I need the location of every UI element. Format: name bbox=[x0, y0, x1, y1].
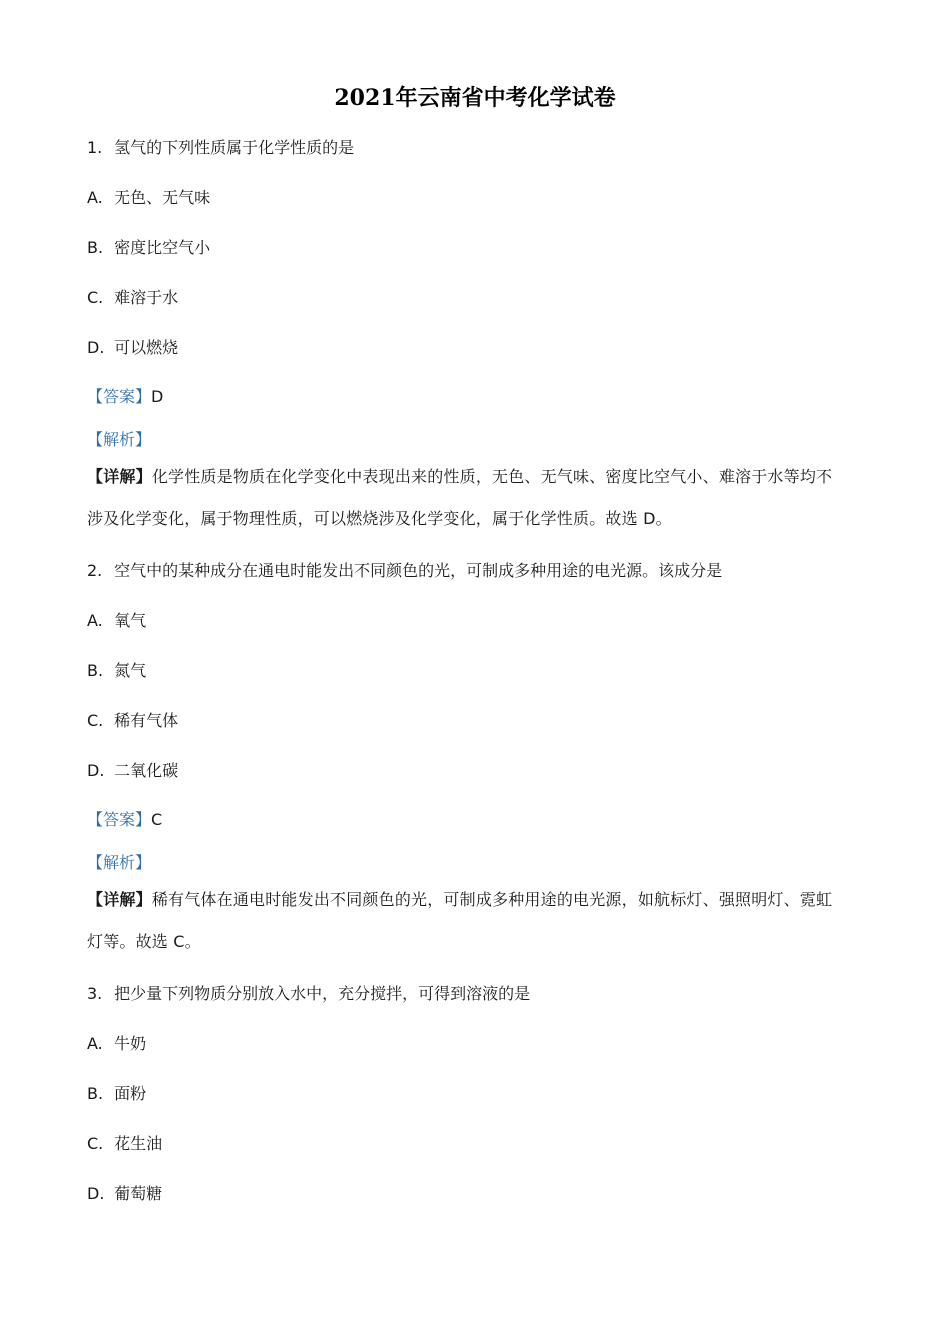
detail-paragraph bbox=[87, 456, 867, 540]
question-number: 3. bbox=[87, 984, 103, 1003]
detail-text-cont: 灯等。故选 C。 bbox=[87, 932, 201, 951]
option-letter: A. bbox=[87, 611, 103, 630]
answer-value: C bbox=[151, 810, 163, 829]
option-letter: A. bbox=[87, 1034, 103, 1053]
analysis-line bbox=[87, 428, 151, 452]
option-letter: B. bbox=[87, 661, 104, 680]
option-text: 氮气 bbox=[114, 661, 147, 680]
option-letter: A. bbox=[87, 188, 103, 207]
option-letter: B. bbox=[87, 1084, 104, 1103]
detail-label: 【详解】 bbox=[87, 890, 152, 909]
option-b bbox=[87, 1082, 146, 1106]
option-c bbox=[87, 1132, 162, 1156]
option-text: 密度比空气小 bbox=[114, 238, 211, 257]
question-text: 空气中的某种成分在通电时能发出不同颜色的光，可制成多种用途的电光源。该成分是 bbox=[114, 561, 723, 580]
option-letter: D. bbox=[87, 338, 105, 357]
option-c bbox=[87, 709, 178, 733]
analysis-label: 【解析】 bbox=[87, 430, 152, 449]
detail-text: 化学性质是物质在化学变化中表现出来的性质，无色、无气味、密度比空气小、难溶于水等均不 bbox=[151, 467, 833, 486]
option-letter: D. bbox=[87, 1184, 105, 1203]
answer-label: 【答案】 bbox=[87, 810, 152, 829]
question-text: 把少量下列物质分别放入水中，充分搅拌，可得到溶液的是 bbox=[114, 984, 531, 1003]
option-text: 氧气 bbox=[114, 611, 147, 630]
answer-line bbox=[87, 385, 163, 409]
answer-line bbox=[87, 808, 162, 832]
option-text: 无色、无气味 bbox=[114, 188, 211, 207]
question-number: 2. bbox=[87, 561, 103, 580]
detail-text-cont: 涉及化学变化，属于物理性质，可以燃烧涉及化学变化，属于化学性质。故选 D。 bbox=[87, 509, 672, 528]
question-1 bbox=[87, 136, 354, 160]
detail-paragraph bbox=[87, 879, 867, 963]
option-a bbox=[87, 186, 210, 210]
option-a bbox=[87, 609, 146, 633]
analysis-label: 【解析】 bbox=[87, 853, 152, 872]
option-text: 可以燃烧 bbox=[114, 338, 179, 357]
option-text: 牛奶 bbox=[114, 1034, 147, 1053]
option-text: 二氧化碳 bbox=[114, 761, 179, 780]
option-b bbox=[87, 236, 210, 260]
option-c bbox=[87, 286, 178, 310]
option-text: 葡萄糖 bbox=[114, 1184, 163, 1203]
option-text: 难溶于水 bbox=[114, 288, 179, 307]
analysis-line bbox=[87, 851, 151, 875]
question-number: 1. bbox=[87, 138, 103, 157]
question-text: 氢气的下列性质属于化学性质的是 bbox=[114, 138, 355, 157]
option-letter: B. bbox=[87, 238, 104, 257]
option-text: 面粉 bbox=[114, 1084, 147, 1103]
option-b bbox=[87, 659, 146, 683]
detail-label: 【详解】 bbox=[87, 467, 152, 486]
option-d bbox=[87, 1182, 162, 1206]
answer-value: D bbox=[151, 387, 164, 406]
option-letter: C. bbox=[87, 288, 104, 307]
document-title: 2021年云南省中考化学试卷 bbox=[334, 85, 616, 111]
option-d bbox=[87, 759, 178, 783]
option-letter: C. bbox=[87, 1134, 104, 1153]
detail-text: 稀有气体在通电时能发出不同颜色的光，可制成多种用途的电光源，如航标灯、强照明灯、霓虹 bbox=[151, 890, 833, 909]
option-a bbox=[87, 1032, 146, 1056]
option-d bbox=[87, 336, 178, 360]
option-letter: C. bbox=[87, 711, 104, 730]
question-3 bbox=[87, 982, 530, 1006]
question-2 bbox=[87, 559, 722, 583]
option-text: 稀有气体 bbox=[114, 711, 179, 730]
answer-label: 【答案】 bbox=[87, 387, 152, 406]
option-letter: D. bbox=[87, 761, 105, 780]
option-text: 花生油 bbox=[114, 1134, 163, 1153]
